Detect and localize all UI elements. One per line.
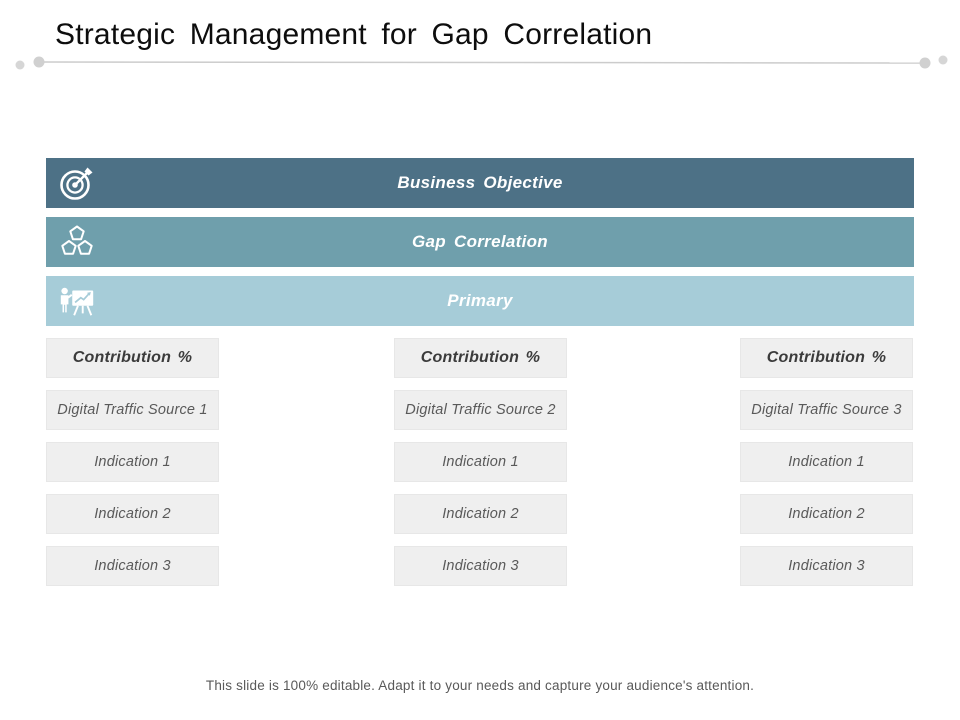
column-header-label: Contribution % xyxy=(766,349,887,366)
table-row xyxy=(46,494,219,534)
column-header-label: Contribution % xyxy=(420,349,541,366)
column-header-cell xyxy=(46,338,219,378)
row-label: Indication 3 xyxy=(788,558,865,574)
title-divider xyxy=(0,52,960,78)
target-icon xyxy=(57,164,97,202)
row-label: Digital Traffic Source 1 xyxy=(57,402,208,418)
table-row xyxy=(394,546,567,586)
row-label: Digital Traffic Source 3 xyxy=(751,402,902,418)
contribution-column-2 xyxy=(394,338,567,598)
row-label: Indication 2 xyxy=(442,506,519,522)
business-objective-label: Business Objective xyxy=(397,173,563,192)
row-label: Indication 3 xyxy=(442,558,519,574)
column-header-cell xyxy=(740,338,913,378)
row-label: Digital Traffic Source 2 xyxy=(405,402,556,418)
table-row xyxy=(46,546,219,586)
business-objective-bar xyxy=(46,158,914,208)
table-row xyxy=(46,442,219,482)
editable-note: This slide is 100% editable. Adapt it to your needs and capture your audience's attention. xyxy=(205,678,755,693)
hierarchy-bars xyxy=(46,158,914,335)
table-row xyxy=(740,546,913,586)
contribution-column-3 xyxy=(740,338,913,598)
contribution-column-1 xyxy=(46,338,219,598)
table-row xyxy=(740,494,913,534)
pentagons-icon xyxy=(57,223,97,261)
title-divider-line xyxy=(0,52,960,78)
primary-bar xyxy=(46,276,914,326)
table-row xyxy=(394,390,567,430)
gap-correlation-label: Gap Correlation xyxy=(412,232,548,251)
table-row xyxy=(394,494,567,534)
table-row xyxy=(46,390,219,430)
slide-title: Strategic Management for Gap Correlation xyxy=(55,18,653,51)
row-label: Indication 2 xyxy=(94,506,171,522)
table-row xyxy=(740,390,913,430)
column-header-cell xyxy=(394,338,567,378)
table-row xyxy=(394,442,567,482)
row-label: Indication 3 xyxy=(94,558,171,574)
row-label: Indication 1 xyxy=(788,454,865,470)
row-label: Indication 1 xyxy=(94,454,171,470)
row-label: Indication 1 xyxy=(442,454,519,470)
presenter-icon xyxy=(57,282,97,320)
table-row xyxy=(740,442,913,482)
column-header-label: Contribution % xyxy=(72,349,193,366)
gap-correlation-bar xyxy=(46,217,914,267)
row-label: Indication 2 xyxy=(788,506,865,522)
primary-label: Primary xyxy=(447,291,513,310)
